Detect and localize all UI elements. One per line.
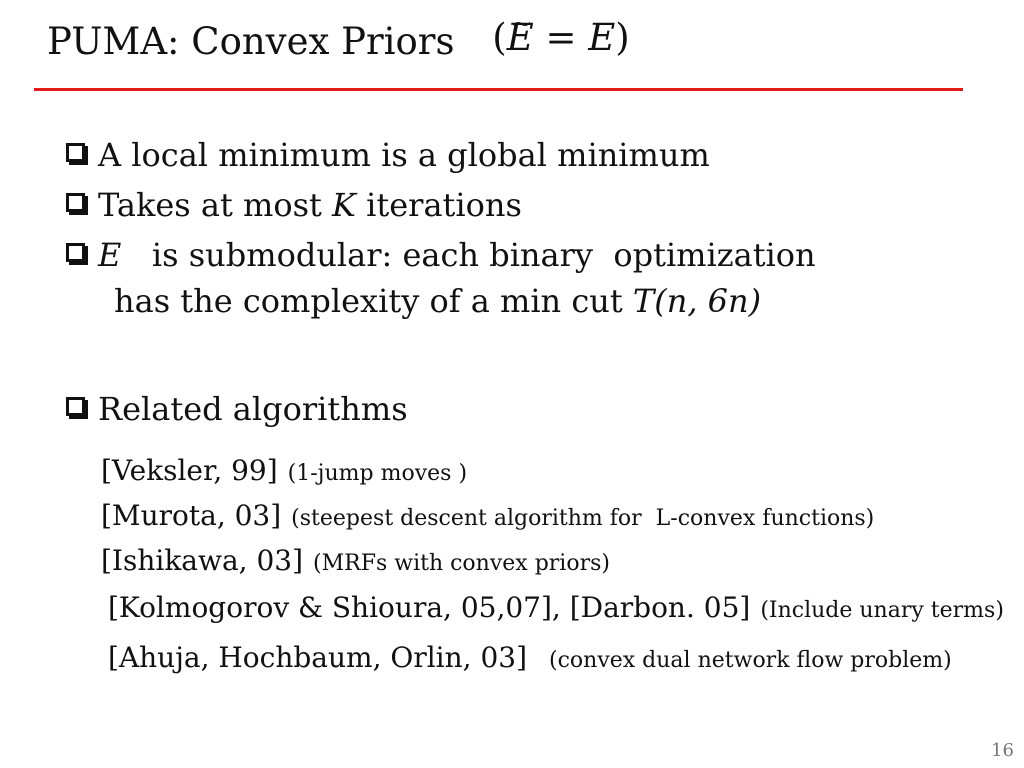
bullet-text-post: iterations [355,186,522,224]
bullet-math: E [98,236,122,274]
bullet-math: K [332,186,356,224]
reference-note: (steepest descent algorithm for L-convex functions) [291,506,875,531]
bullet-text: A local minimum is a global minimum [98,136,710,174]
reference-item [101,635,1004,685]
reference-citation: [Murota, 03] [101,499,282,532]
checkbox-bullet-icon [66,143,85,162]
reference-note: (MRFs with convex priors) [313,551,610,576]
reference-item [101,495,1004,540]
bullet-continuation [66,280,816,322]
bullet-text [98,230,816,280]
reference-list [101,450,1004,685]
bullet-text [98,180,522,230]
checkbox-bullet-icon [66,243,85,262]
checkbox-bullet-icon [66,397,85,416]
reference-item [101,450,1004,495]
title-math-expression [492,16,629,59]
reference-item [101,585,1004,635]
reference-note: (convex dual network flow problem) [549,648,952,673]
math-equals: = [533,16,589,59]
bullet-list [66,130,816,434]
reference-citation: [Kolmogorov & Shioura, 05,07], [Darbon. 05] [108,591,751,624]
bullet-text: Related algorithms [98,390,408,428]
bullet-item [66,384,816,434]
reference-note: (Include unary terms) [760,598,1004,623]
checkbox-bullet-icon [66,193,85,212]
bullet-continuation-text: has the complexity of a min cut [114,282,633,320]
title-divider [34,88,963,91]
reference-note: (1-jump moves ) [287,461,468,486]
slide-title-text: PUMA: Convex Priors [47,20,455,63]
math-paren-close: ) [615,16,630,59]
math-paren-open: ( [492,16,507,59]
math-e: E [588,16,616,59]
bullet-continuation-math: T(n, 6n) [632,282,762,320]
reference-citation: [Ahuja, Hochbaum, Orlin, 03] [108,641,528,674]
slide-title [47,18,630,66]
bullet-item [66,130,816,180]
reference-citation: [Veksler, 99] [101,454,278,487]
reference-citation: [Ishikawa, 03] [101,544,304,577]
math-e-tilde: ~ E [507,14,534,62]
reference-item [101,540,1004,585]
bullet-text-post: is submodular: each binary optimization [121,236,816,274]
bullet-item [66,180,816,230]
bullet-item [66,230,816,280]
bullet-text-pre: Takes at most [98,186,333,224]
page-number: 16 [991,740,1014,761]
